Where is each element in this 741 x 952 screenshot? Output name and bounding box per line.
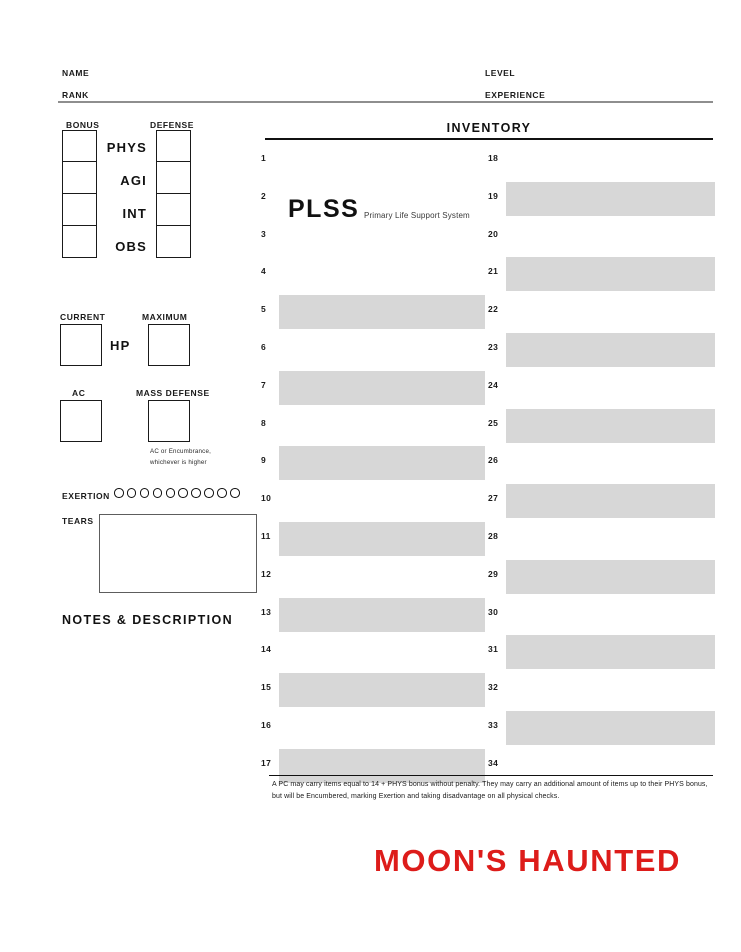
bonus-column-label: BONUS <box>66 120 100 130</box>
inventory-slot[interactable] <box>506 446 715 480</box>
tears-field[interactable] <box>99 514 257 593</box>
inventory-slot[interactable] <box>279 598 485 632</box>
mass-defense-note: AC or Encumbrance, whichever is higher <box>150 448 212 467</box>
inventory-row-number: 3 <box>261 228 267 239</box>
defense-column-label: DEFENSE <box>150 120 194 130</box>
bonus-field-phys[interactable] <box>62 130 97 163</box>
defense-field-obs[interactable] <box>156 225 191 258</box>
level-label: LEVEL <box>485 68 516 78</box>
inventory-row-number: 17 <box>261 757 272 768</box>
exertion-pip[interactable] <box>230 488 240 498</box>
inventory-row-number: 23 <box>488 341 499 352</box>
bonus-field-obs[interactable] <box>62 225 97 258</box>
rank-label: RANK <box>62 90 89 100</box>
inventory-slot[interactable] <box>506 409 715 443</box>
inventory-slot[interactable] <box>279 446 485 480</box>
inventory-slot[interactable] <box>506 749 715 783</box>
plss-wordmark: PLSS <box>288 195 360 223</box>
exertion-pip[interactable] <box>114 488 124 498</box>
experience-label: EXPERIENCE <box>485 90 546 100</box>
inventory-row-number: 8 <box>261 417 267 428</box>
inventory-slot[interactable] <box>506 673 715 707</box>
inventory-divider <box>265 138 713 140</box>
exertion-pip[interactable] <box>153 488 163 498</box>
inventory-row-number: 14 <box>261 644 272 655</box>
inventory-row-number: 32 <box>488 682 499 693</box>
stat-name-column <box>103 131 151 263</box>
exertion-pip[interactable] <box>178 488 188 498</box>
inventory-slot[interactable] <box>506 635 715 669</box>
notes-heading: NOTES & DESCRIPTION <box>62 613 234 627</box>
inventory-slot[interactable] <box>279 711 485 745</box>
inventory-row-number: 15 <box>261 682 272 693</box>
inventory-slot[interactable] <box>506 371 715 405</box>
defense-field-int[interactable] <box>156 193 191 226</box>
exertion-pip[interactable] <box>204 488 214 498</box>
defense-field-phys[interactable] <box>156 130 191 163</box>
stat-label-agi: AGI <box>120 173 147 188</box>
inventory-row-number: 9 <box>261 455 267 466</box>
name-label: NAME <box>62 68 90 78</box>
exertion-pip[interactable] <box>140 488 150 498</box>
inventory-row-number: 30 <box>488 606 499 617</box>
inventory-row-number: 20 <box>488 228 499 239</box>
inventory-row-number: 7 <box>261 379 267 390</box>
inventory-slot[interactable] <box>279 257 485 291</box>
inventory-slot[interactable] <box>279 560 485 594</box>
inventory-slot[interactable] <box>279 409 485 443</box>
hp-maximum-field[interactable] <box>148 324 190 366</box>
mass-defense-label: MASS DEFENSE <box>136 388 210 398</box>
inventory-slot[interactable] <box>279 333 485 367</box>
inventory-row-number: 31 <box>488 644 499 655</box>
inventory-row-number: 19 <box>488 190 499 201</box>
inventory-slot[interactable] <box>279 144 485 178</box>
inventory-row-number: 12 <box>261 568 272 579</box>
brand-logo: MOON'S HAUNTED <box>374 843 682 878</box>
inventory-slot[interactable] <box>506 598 715 632</box>
hp-maximum-label: MAXIMUM <box>142 312 188 322</box>
defense-field-agi[interactable] <box>156 161 191 194</box>
exertion-pip[interactable] <box>127 488 137 498</box>
inventory-row-number: 29 <box>488 568 499 579</box>
inventory-row-number: 10 <box>261 493 272 504</box>
inventory-row-number: 16 <box>261 719 272 730</box>
stat-label-int: INT <box>122 206 147 221</box>
stat-label-obs: OBS <box>115 239 147 254</box>
mass-defense-field[interactable] <box>148 400 190 442</box>
hp-current-label: CURRENT <box>60 312 106 322</box>
inventory-row-number: 24 <box>488 379 499 390</box>
exertion-label: EXERTION <box>62 491 110 501</box>
inventory-row-number: 11 <box>261 530 271 541</box>
inventory-row-number: 13 <box>261 606 272 617</box>
inventory-row-number: 1 <box>261 153 267 163</box>
bonus-column <box>62 131 97 258</box>
inventory-capacity-note: A PC may carry items equal to 14 + PHYS bonus without penalty. They may carry an additional amount of items up to their PHYS bonus, but will be Encumbered, marking Exertion and taking disadvantage on all physical checks. <box>272 781 708 800</box>
inventory-slot[interactable] <box>506 522 715 556</box>
ac-field[interactable] <box>60 400 102 442</box>
inventory-slot[interactable] <box>279 522 485 556</box>
inventory-slot[interactable] <box>506 144 715 178</box>
plss-logo <box>288 195 470 223</box>
inventory-slot[interactable] <box>279 371 485 405</box>
inventory-slot[interactable] <box>279 484 485 518</box>
inventory-slot[interactable] <box>506 295 715 329</box>
inventory-footer-divider <box>269 775 713 776</box>
inventory-slot[interactable] <box>279 673 485 707</box>
stat-label-phys: PHYS <box>106 140 147 155</box>
inventory-row-number: 33 <box>488 719 499 730</box>
inventory-slot[interactable] <box>506 333 715 367</box>
exertion-pip[interactable] <box>217 488 227 498</box>
bonus-field-agi[interactable] <box>62 161 97 194</box>
header-divider <box>58 101 713 103</box>
inventory-row-number: 21 <box>488 266 499 277</box>
inventory-slot[interactable] <box>506 560 715 594</box>
hp-current-field[interactable] <box>60 324 102 366</box>
inventory-row-number: 2 <box>261 190 267 201</box>
inventory-row-number: 27 <box>488 493 499 504</box>
inventory-row-number: 28 <box>488 530 499 541</box>
plss-tagline: Primary Life Support System <box>364 211 470 220</box>
inventory-heading: INVENTORY <box>446 121 532 135</box>
inventory-slot[interactable] <box>279 635 485 669</box>
inventory-slot[interactable] <box>506 257 715 291</box>
inventory-row-number: 5 <box>261 304 267 315</box>
inventory-row-number: 4 <box>261 266 267 277</box>
inventory-slot[interactable] <box>506 484 715 518</box>
header <box>0 0 741 110</box>
inventory-row-number: 6 <box>261 341 267 352</box>
inventory-row-number: 26 <box>488 455 499 466</box>
bonus-field-int[interactable] <box>62 193 97 226</box>
exertion-pip[interactable] <box>166 488 176 498</box>
inventory-slot[interactable] <box>279 295 485 329</box>
ac-label: AC <box>72 388 86 398</box>
inventory-row-number: 34 <box>488 757 499 768</box>
tears-label: TEARS <box>62 516 94 526</box>
exertion-track <box>114 488 240 498</box>
defense-column <box>156 131 191 258</box>
inventory-slot[interactable] <box>279 220 485 254</box>
inventory-row-number: 18 <box>488 153 499 163</box>
hp-label: HP <box>110 338 131 353</box>
inventory-slot[interactable] <box>506 220 715 254</box>
exertion-pip[interactable] <box>191 488 201 498</box>
inventory-row-number: 25 <box>488 417 499 428</box>
inventory-slot[interactable] <box>279 749 485 783</box>
inventory-row-number: 22 <box>488 304 499 315</box>
inventory-slot[interactable] <box>506 182 715 216</box>
inventory-slot[interactable] <box>506 711 715 745</box>
